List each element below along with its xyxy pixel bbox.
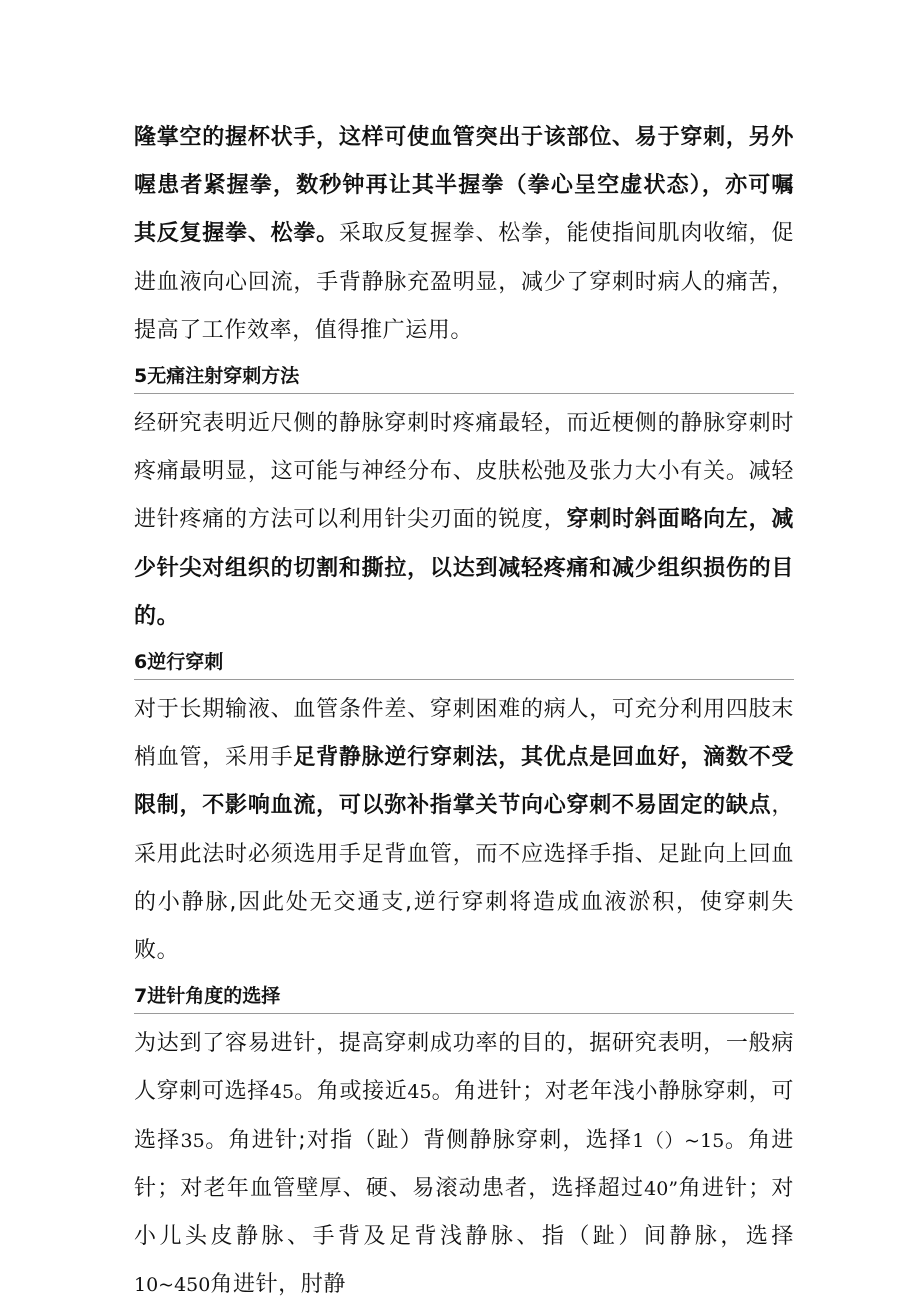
body-text: 角进针；对小儿头皮静脉、手背及足背浅静脉、指（趾）间静脉，选择 <box>134 1175 794 1250</box>
paragraph-hand-grip <box>134 114 794 355</box>
document-body <box>134 114 794 1309</box>
bold-text: 足背静脉逆行穿刺法，其优点是回血好，滴数不受限制，不影响血流，可以弥补指掌关节向心穿刺不易固定的缺点 <box>134 745 795 819</box>
section-heading-6: 6逆行穿刺 <box>134 645 794 680</box>
angle-value: 40” <box>644 1177 679 1200</box>
angle-value: 45 <box>269 1081 295 1104</box>
paragraph-painless-injection <box>134 400 794 641</box>
body-text: 角进针，肘静 <box>210 1272 346 1298</box>
angle-range-value: 10~450 <box>134 1274 211 1297</box>
bold-text: 穿刺时斜面略向左，减少针尖对组织的切割和撕拉，以达到减轻疼痛和减少组织损伤的目的。 <box>134 507 794 629</box>
paragraph-retrograde-puncture <box>134 686 794 975</box>
angle-range-value: 1（）~15 <box>632 1129 725 1152</box>
paragraph-needle-angle <box>134 1020 794 1309</box>
body-text: 。角或接近 <box>294 1079 408 1105</box>
body-text: 。角进针；对老年血管壁厚、硬、易滚动患者，选择超过 <box>134 1127 794 1201</box>
body-text: 。角进针；对老年浅小静脉穿刺，可选择 <box>134 1079 794 1153</box>
body-text: 对于长期输液、血管条件差、穿刺困难的病人，可充分利用四肢末梢血管，采用手 <box>134 697 794 771</box>
body-text: 采取反复握拳、松拳，能使指间肌肉收缩，促进血液向心回流，手背静脉充盈明显，减少了穿刺时病人的痛苦，提高了工作效率，值得推广运用。 <box>134 221 794 343</box>
body-text: 。角进针;对指（趾）背侧静脉穿刺，选择 <box>204 1127 633 1153</box>
section-heading-5: 5无痛注射穿刺方法 <box>134 359 794 394</box>
angle-value: 35 <box>180 1129 205 1152</box>
body-text: ，采用此法时必须选用手足背血管，而不应选择手指、足趾向上回血的小静脉,因此处无交通支,逆行穿刺将造成血液淤积，使穿刺失败。 <box>134 793 794 964</box>
body-text: 经研究表明近尺侧的静脉穿刺时疼痛最轻，而近梗侧的静脉穿刺时疼痛最明显，这可能与神经分布、皮肤松弛及张力大小有关。减轻进针疼痛的方法可以利用针尖刃面的锐度， <box>134 411 794 533</box>
section-heading-7: 7进针角度的选择 <box>134 979 794 1014</box>
bold-text: 隆掌空的握杯状手，这样可使血管突出于该部位、易于穿刺，另外喔患者紧握拳，数秒钟再让其半握拳（拳心呈空虚状态），亦可嘱其反复握拳、松拳。 <box>134 125 794 247</box>
angle-value: 45 <box>407 1081 432 1104</box>
body-text: 为达到了容易进针，提高穿刺成功率的目的，据研究表明，一般病人穿刺可选择 <box>134 1031 794 1105</box>
